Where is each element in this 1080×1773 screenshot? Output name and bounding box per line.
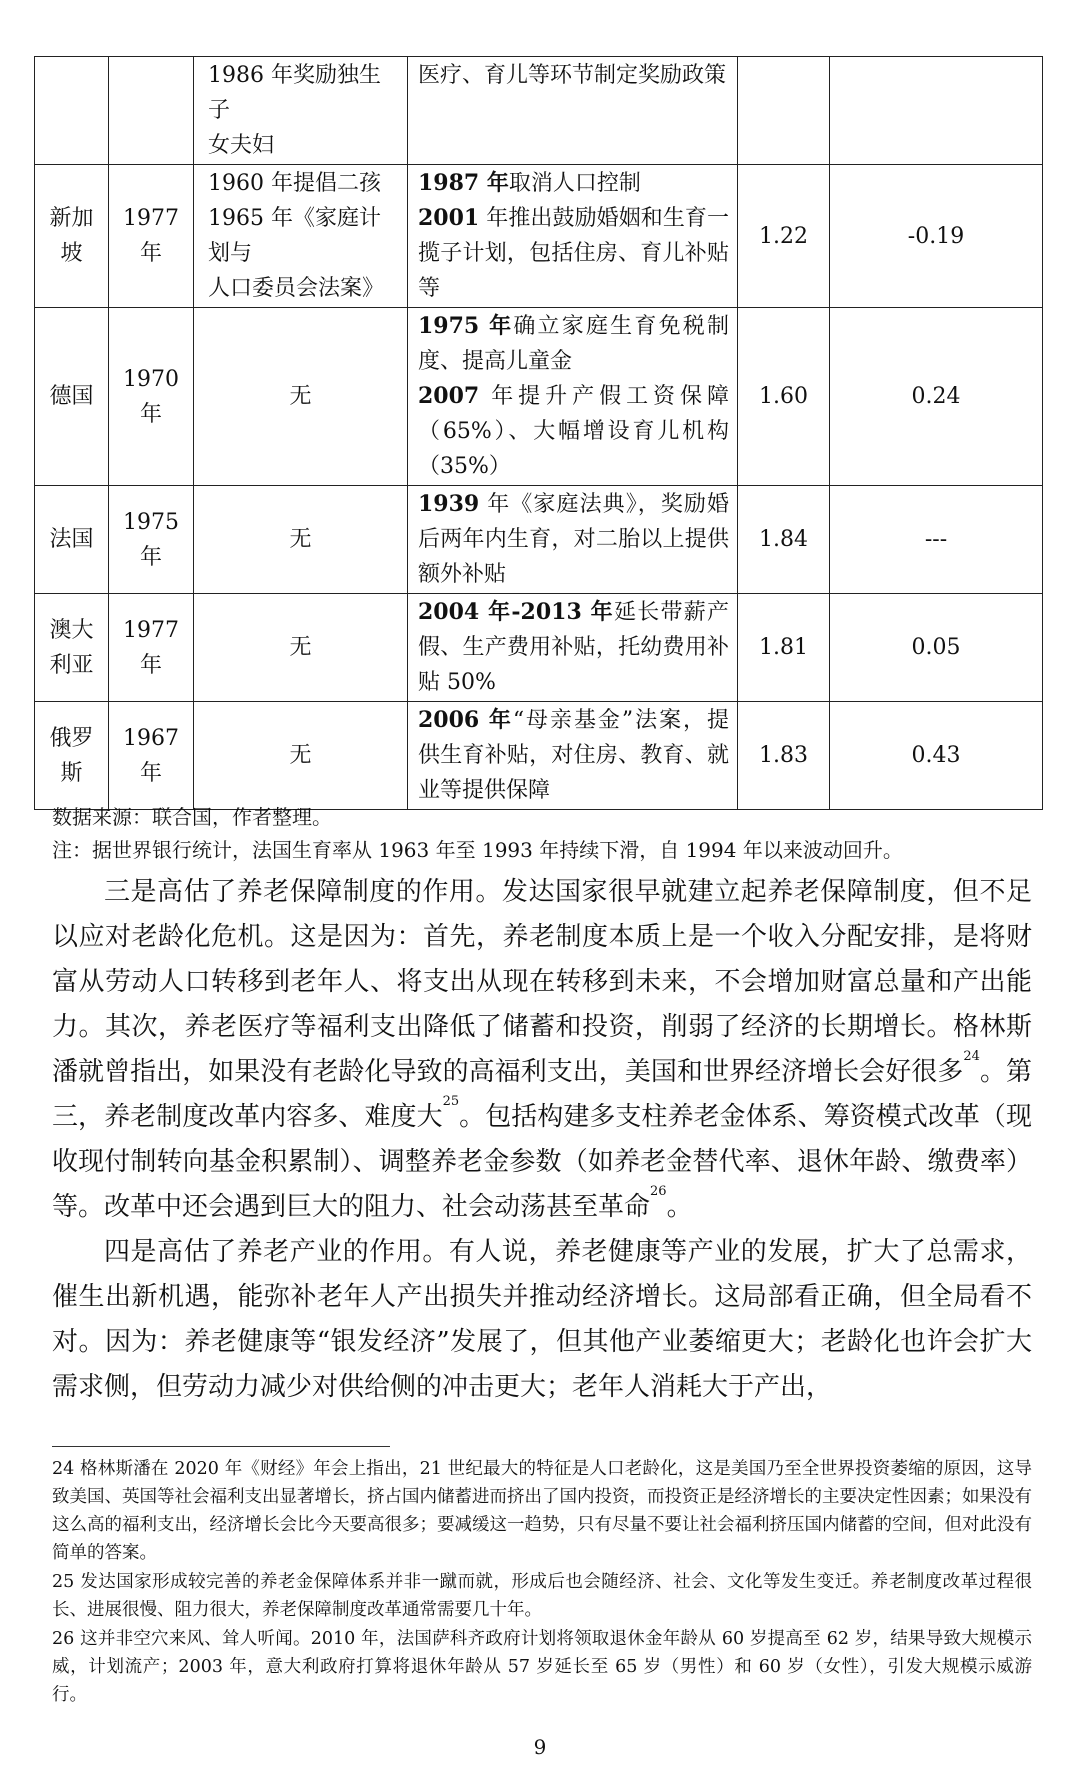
table-row [35,57,1043,165]
table-row [35,308,1043,486]
paragraph: 四是高估了养老产业的作用。有人说，养老健康等产业的发展，扩大了总需求，催生出新机遇，能弥补老年人产出损失并推动经济增长。这局部看正确，但全局看不对。因为：养老健康等“银发经济”发展了，但其他产业萎缩更大；老龄化也许会扩大需求侧，但劳动力减少对供给侧的冲击更大；老年人消耗大于产出， [52,1237,1032,1402]
country-line: 新加 [49,206,94,231]
country-cell [35,486,109,594]
footnote-ref: 26 [650,1184,667,1199]
later-policy-cell [408,165,738,308]
body-section [52,870,1032,1410]
later-policy-cell: 医疗、育儿等环节制定奖励政策 [408,57,738,165]
paragraph-text: 三是高估了养老保障制度的作用。发达国家很早就建立起养老保障制度，但不足以应对老龄化危机。这是因为：首先，养老制度本质上是一个收入分配安排，是将财富从劳动人口转移到老年人、将支出从现在转移到未来，不会增加财富总量和产出能力。其次，养老医疗等福利支出降低了储蓄和投资，削弱了经济的长期增长。格林斯潘就曾指出，如果没有老龄化导致的高福利支出，美国和世界经济增长会好很多 [52,877,1032,1087]
year-line: 1967 [123,725,179,751]
policy-item [418,379,729,484]
country-line: 斯 [60,760,83,786]
policy-item [418,166,729,201]
policy-text: 延长带薪产假、生产费用补贴，托幼费用补贴 50% [418,600,729,695]
policy-item [418,309,729,379]
policy-text: 年推出鼓励婚姻和生育一揽子计划，包括住房、育儿补贴等 [418,206,729,301]
early-policy-cell: 无 [194,308,408,486]
value2-cell: 0.05 [830,594,1043,702]
value2-cell [830,57,1043,165]
country-line: 利亚 [49,652,94,678]
paragraph-text: 。包括构建多支柱养老金体系、筹资模式改革（现收现付制转向基金积累制）、调整养老金参数（如养老金替代率、退休年龄、缴费率）等。改革中还会遇到巨大的阻力、社会动荡甚至革命 [52,1102,1032,1222]
policy-table [34,56,1043,810]
value1-cell: 1.83 [738,702,830,810]
footnote: 24 格林斯潘在 2020 年《财经》年会上指出，21 世纪最大的特征是人口老龄化，这是美国乃至全世界投资萎缩的原因，这导致美国、英国等社会福利支出显著增长，挤占国内储蓄进而挤出了国内投资，而投资正是经济增长的主要决定性因素；如果没有这么高的福利支出，经济增长会比今天要高很多；要减缓这一趋势，只有尽量不要让社会福利挤压国内储蓄的空间，但对此没有简单的答案。 [52,1459,1032,1563]
year-cell [109,165,194,308]
value1-cell: 1.60 [738,308,830,486]
policy-text: “母亲基金”法案，提供生育补贴，对住房、教育、就业等提供保障 [418,708,730,803]
footnote: 25 发达国家形成较完善的养老金保障体系并非一蹴而就，形成后也会随经济、社会、文化等发生变迁。养老制度改革过程很长、进展很慢、阻力很大，养老保障制度改革通常需要几十年。 [52,1572,1032,1620]
country-line: 德国 [49,384,94,409]
early-policy-line: 人口委员会法案》 [208,276,385,301]
policy-text: 取消人口控制 [508,171,641,196]
year-cell [109,702,194,810]
early-policy-line: 1986 年奖励独生子 [208,63,381,123]
policy-year: 2007 [418,383,480,409]
year-cell [109,57,194,165]
country-line: 俄罗 [49,725,94,751]
year-line: 1977 [123,206,179,231]
early-policy-cell: 无 [194,486,408,594]
policy-text: 年《家庭法典》，奖励婚后两年内生育，对二胎以上提供额外补贴 [418,492,729,587]
policy-year: 2006 年 [418,707,513,733]
country-cell [35,57,109,165]
footnote-ref: 25 [442,1094,460,1109]
early-policy-line: 1960 年提倡二孩 [208,171,381,196]
early-policy-cell: 无 [194,594,408,702]
paragraph-text: 。第三，养老制度改革内容多、难度大 [52,1057,1032,1132]
country-line: 坡 [60,241,83,266]
value1-cell: 1.84 [738,486,830,594]
footnote: 26 这并非空穴来风、耸人听闻。2010 年，法国萨科齐政府计划将领取退休金年龄从 60 岁提高至 62 岁，结果导致大规模示威，计划流产；2003 年，意大利政府打算将退休年龄从 57 岁延长至 65 岁（男性）和 60 岁（女性），引发大规模示威游行。 [52,1629,1032,1705]
value2-cell: -0.19 [830,165,1043,308]
value2-cell: --- [830,486,1043,594]
footnote-ref: 24 [963,1049,980,1064]
table-row [35,165,1043,308]
policy-year: 2001 [418,205,480,231]
country-cell [35,594,109,702]
note-line: 注：据世界银行统计，法国生育率从 1963 年至 1993 年持续下滑，自 1994 年以来波动回升。 [52,838,903,862]
paragraph [52,870,1032,1230]
year-cell [109,308,194,486]
policy-item [418,201,729,306]
value1-cell: 1.22 [738,165,830,308]
value1-cell: 1.81 [738,594,830,702]
country-line: 法国 [49,527,94,552]
policy-item [418,703,729,808]
page-number: 9 [533,1735,547,1759]
value1-cell [738,57,830,165]
country-cell [35,165,109,308]
year-line: 1970 [123,366,179,392]
later-policy-cell [408,594,738,702]
year-cell [109,486,194,594]
early-policy-line: 1965 年《家庭计划与 [208,206,381,266]
policy-item [418,487,729,592]
table-row [35,594,1043,702]
year-cell [109,594,194,702]
year-line: 年 [139,241,162,266]
policy-year: 1939 [418,491,480,517]
early-policy-line: 女夫妇 [208,133,275,158]
value2-cell: 0.24 [830,308,1043,486]
value2-cell: 0.43 [830,702,1043,810]
year-line: 年 [139,652,162,678]
later-policy-cell [408,702,738,810]
year-line: 1975 [123,509,179,535]
year-line: 1977 [123,617,179,643]
policy-text: 年提升产假工资保障（65%）、大幅增设育儿机构（35%） [418,384,729,479]
paragraph-text: 。 [666,1192,693,1222]
later-policy-cell [408,308,738,486]
early-policy-cell [194,57,408,165]
year-line: 年 [139,544,162,570]
country-cell [35,702,109,810]
table-row [35,702,1043,810]
country-cell [35,308,109,486]
footnote-divider [52,1446,390,1447]
policy-item [418,595,729,700]
year-line: 年 [139,760,162,786]
source-line: 数据来源：联合国，作者整理。 [52,805,332,829]
year-line: 年 [139,401,162,427]
policy-text: 确立家庭生育免税制度、提高儿童金 [418,314,729,374]
later-policy-cell [408,486,738,594]
policy-year: 1987 年 [418,170,509,196]
early-policy-cell [194,165,408,308]
early-policy-cell: 无 [194,702,408,810]
policy-year: 2004 年-2013 年 [418,599,614,625]
table-row [35,486,1043,594]
country-line: 澳大 [49,617,94,643]
policy-year: 1975 年 [418,313,514,339]
